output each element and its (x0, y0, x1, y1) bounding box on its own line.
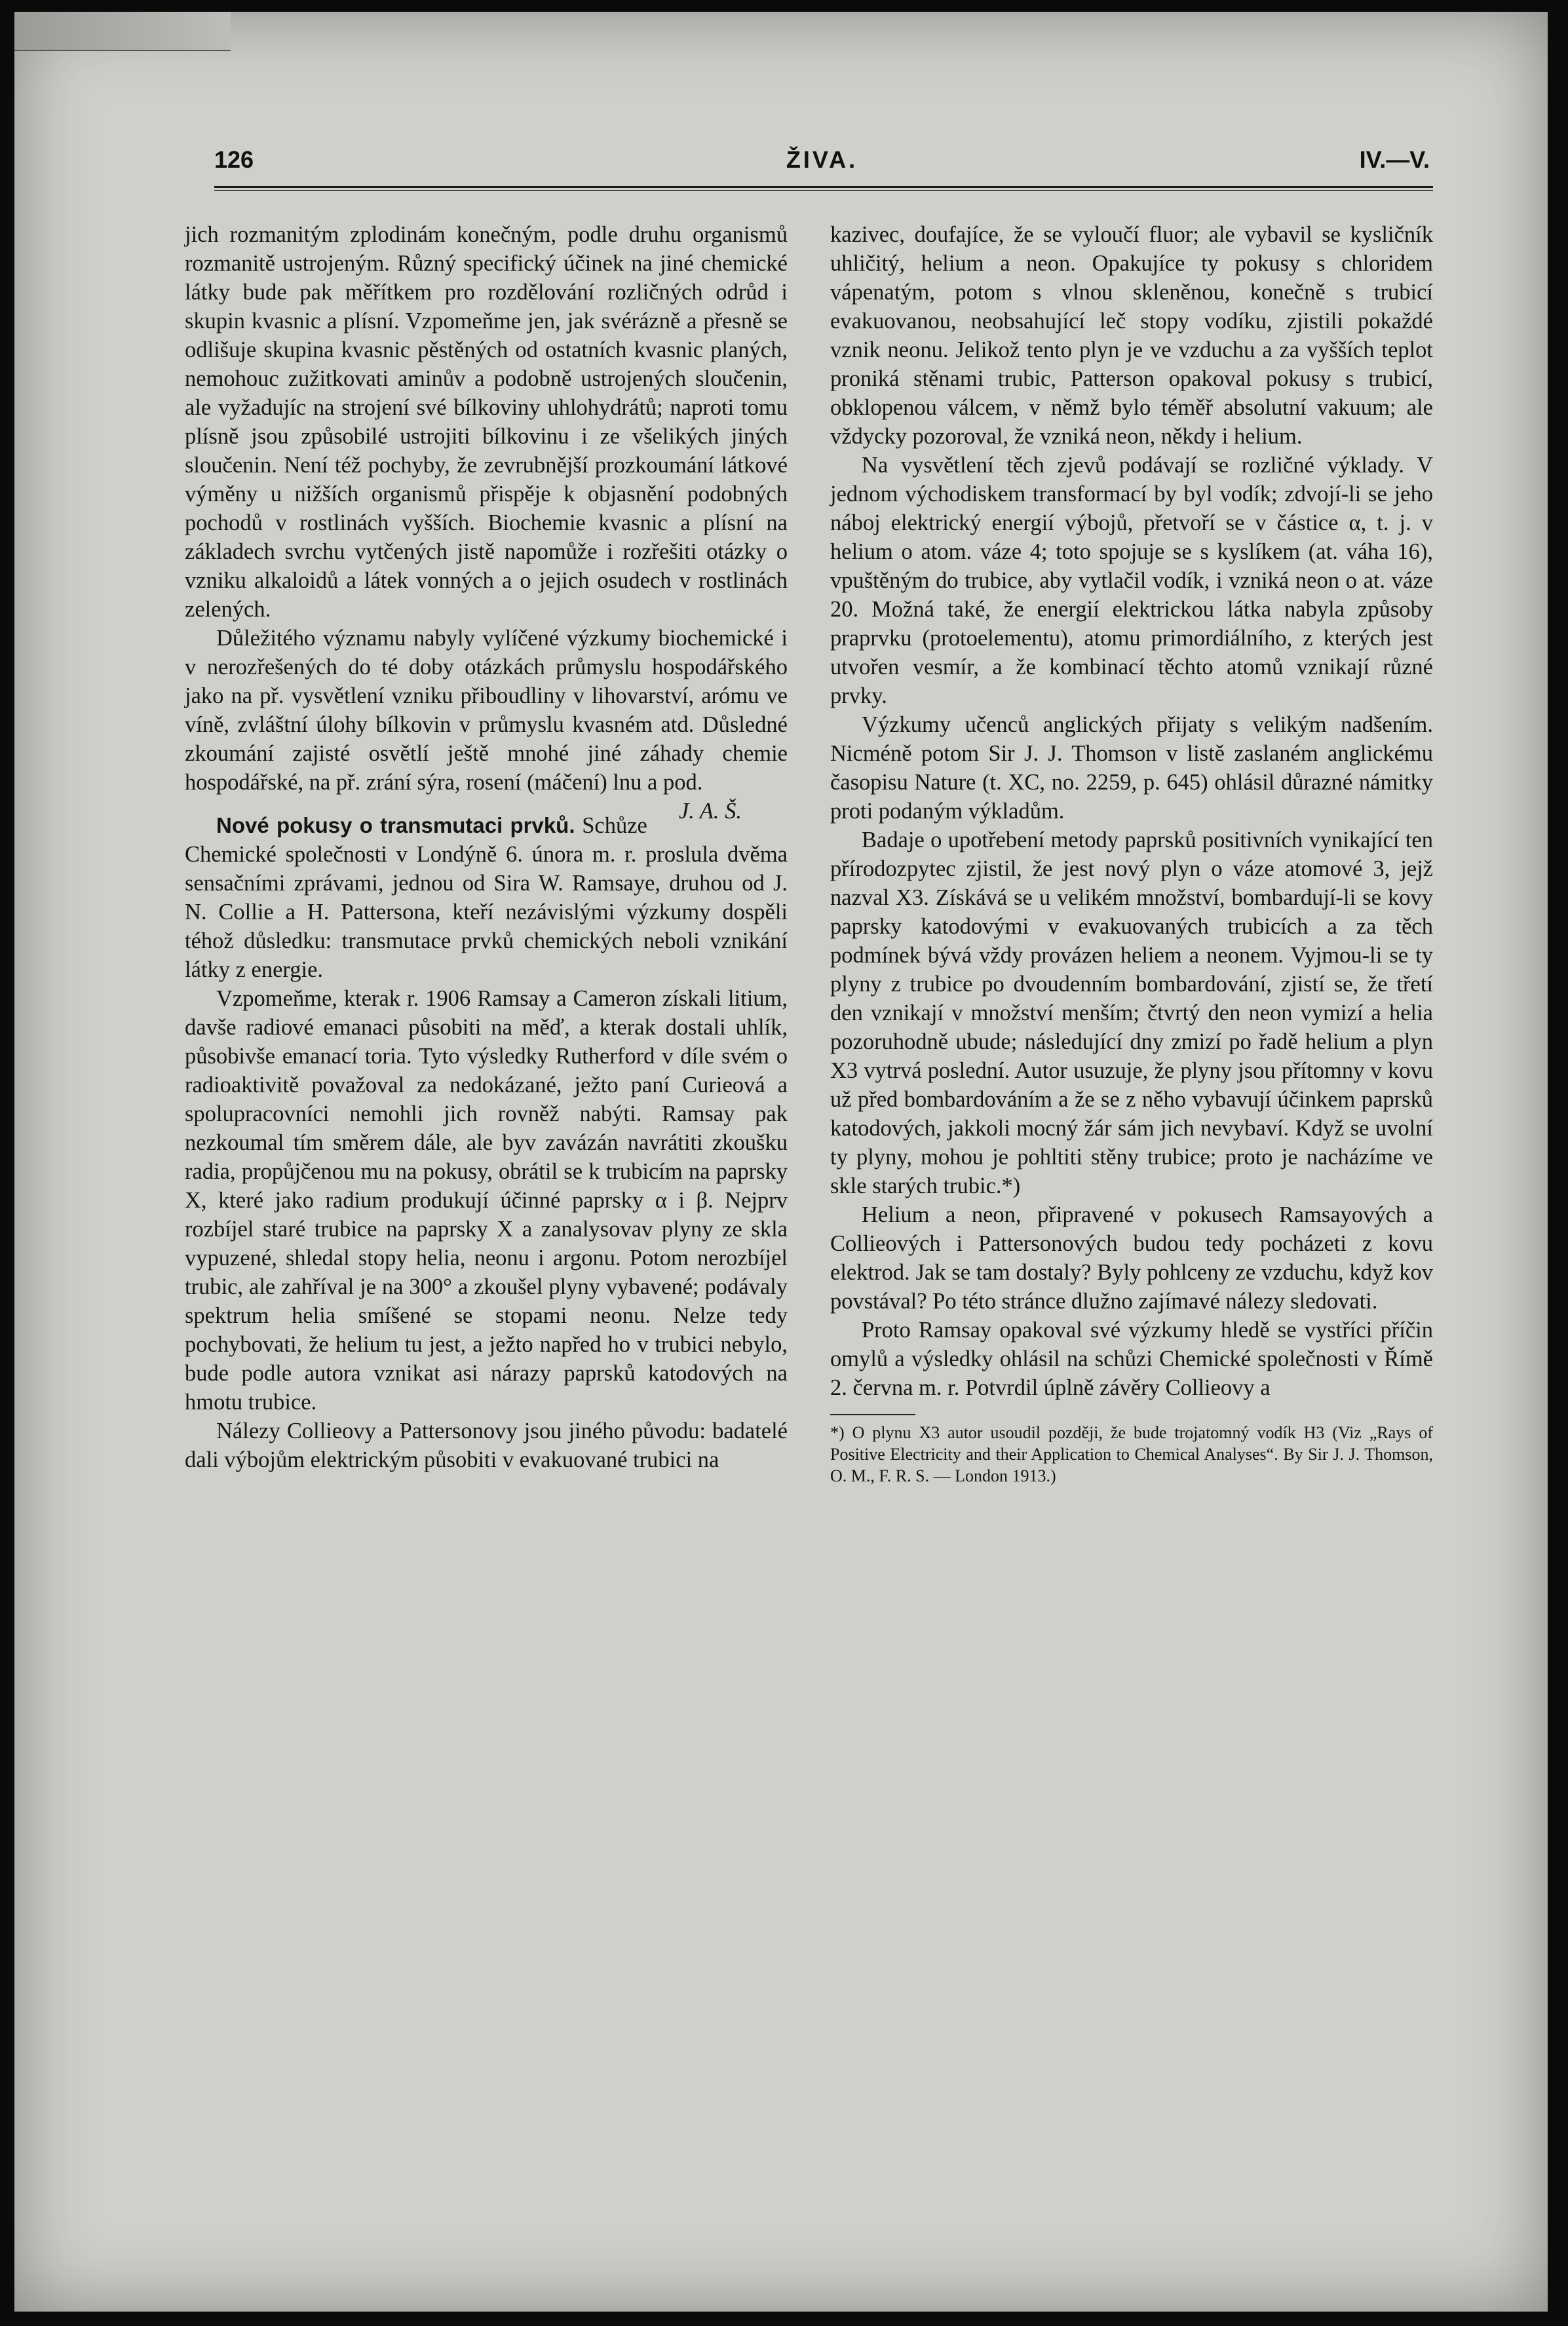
paragraph-text: Schůze Chemické společnosti v Londýně 6. února m. r. proslula dvěma sensačními zprávami, jednou od Sira W. Ramsaye, druhou od J. N. Collie a H. Pattersona, kteří nezávislými výzkumy dospěli téhož důsledku: transmutace prvků chemických neboli vznikání látky z energie. (185, 813, 788, 982)
paragraph: Vzpomeňme, kterak r. 1906 Ramsay a Cameron získali litium, davše radiové emanaci působiti na měď, a kterak dostali uhlík, působivše emanací toria. Tyto výsledky Rutherford v díle svém o radioaktivitě považoval za nedokázané, ježto paní Curieová a spolupracovníci nemohli jich rovněž nabýti. Ramsay pak nezkoumal tím směrem dále, ale byv zavázán navrátiti zkoušku radia, propůjčenou mu na pokusy, obrátil se k trubicím na paprsky X, které jako radium produkují účinné paprsky α i β. Nejprv rozbíjel staré trubice na paprsky X a zanalysovav plyny ze skla vypuzené, shledal stopy helia, neonu i argonu. Potom nerozbíjel trubic, ale zahříval je na 300° a zkoušel plyny vybavené; podávaly spektrum helia smíšené se stopami neonu. Nelze tedy pochybovati, že helium tu jest, a ježto napřed ho v trubici nebylo, bude podle autora vznikat asi nárazy paprsků katodových na hmotu trubice. (185, 986, 788, 1415)
paragraph (185, 624, 788, 824)
running-header (214, 146, 1430, 185)
paragraph: Badaje o upotřebení metody paprsků positivních vynikající ten přírodozpytec zjistil, že jest nový plyn o váze atomové 3, jejž nazval X3. Získává se u velikém množství, bombardují-li se kovy paprsky katodovými v evakuovaných trubicích a za těch podmínek bývá vždy provázen heliem a neonem. Vyjmou-li se ty plyny z trubice po dvoudenním bombardování, zjistí se, že třetí den vznikají v množství menším; čtvrtý den neon vymizí a helia pozoruhodně ubude; následující dny zmizí po řadě helium a plyn X3 vytrvá poslední. Autor usuzuje, že plyny jsou přítomny v kovu už před bombardováním a že se z něho vybavují účinkem paprsků katodových, jakkoli mocný žár sám jich nevybaví. Když se uvolní ty plyny, mohou je pohltiti stěny trubice; proto je nacházíme ve skle starých trubic.*) (830, 828, 1433, 1198)
author-signature: J. A. Š. (678, 799, 742, 824)
issue-number: IV.—V. (1359, 146, 1430, 173)
paragraph: Helium a neon, připravené v pokusech Ramsayových a Collieových i Pattersonových budou tedy pocházeti z kovu elektrod. Jak se tam dostaly? Byly pohlceny ze vzduchu, když kov povstával? Po této stránce dlužno zajímavé nálezy sledovati. (830, 1202, 1433, 1314)
footnote-divider (830, 1414, 915, 1415)
paragraph: kazivec, doufajíce, že se vyloučí fluor; ale vybavil se kysličník uhličitý, helium a neon. Opakujíce ty pokusy s chloridem vápenatým, potom s vlnou skleněnou, konečně s trubicí evakuovanou, neobsahující leč stopy vodíku, zjistili pokaždé vznik neonu. Jelikož tento plyn je ve vzduchu a za vyšších teplot proniká stěnami trubic, Patterson opakoval pokusy s trubicí, obklopenou válcem, v němž bylo téměř absolutní vakuum; ale vždycky pozoroval, že vzniká neon, někdy i helium. (830, 222, 1433, 449)
paragraph: Proto Ramsay opakoval své výzkumy hledě se vystříci příčin omylů a výsledky ohlásil na schůzi Chemické společnosti v Římě 2. června m. r. Potvrdil úplně závěry Collieovy a (830, 1318, 1433, 1400)
scanned-page (14, 12, 1548, 2312)
journal-title: ŽIVA. (786, 146, 858, 173)
paragraph (185, 811, 788, 984)
left-column (185, 220, 788, 1474)
scan-corner-mark (14, 12, 231, 51)
paragraph: Nálezy Collieovy a Pattersonovy jsou jiného původu: badatelé dali výbojům elektrickým působiti v evakuované trubici na (185, 1419, 788, 1472)
article-heading: Nové pokusy o transmutaci prvků. (216, 813, 575, 837)
paragraph: Na vysvětlení těch zjevů podávají se rozličné výklady. V jednom východiskem transformací by byl vodík; zdvojí-li se jeho náboj elektrický energií výbojů, přetvoří se v částice α, t. j. v helium o atom. váze 4; toto spojuje se s kyslíkem (at. váha 16), vpuštěným do trubice, aby vytlačil vodík, i vzniká neon o at. váze 20. Možná také, že energií elektrickou látka nabyla způsoby praprvku (protoelementu), atomu primordiálního, z kterých jest utvořen vesmír, a že kombinací těchto atomů vznikají různé prvky. (830, 453, 1433, 708)
footnote: *) O plynu X3 autor usoudil později, že bude trojatomný vodík H3 (Viz „Rays of Positive Electricity and their Application to Chemical Analyses“. By Sir J. J. Thomson, O. M., F. R. S. — London 1913.) (830, 1423, 1433, 1485)
right-column (830, 220, 1433, 1487)
paragraph-text: Důležitého významu nabyly vylíčené výzkumy biochemické i v nerozřešených do té doby otázkách průmyslu hospodářského jako na př. vysvětlení vzniku přiboudliny v lihovarství, arómu ve víně, zvláštní úlohy bílkovin v průmyslu kvasném atd. Důsledné zkoumání zajisté osvětlí ještě mnohé jiné záhady chemie hospodářské, na př. zrání sýra, rosení (máčení) lnu a pod. (185, 626, 788, 795)
header-rule (214, 186, 1433, 191)
page-number: 126 (214, 146, 254, 173)
paragraph: jich rozmanitým zplodinám konečným, podle druhu organismů rozmanitě ustrojeným. Různý specifický účinek na jiné chemické látky bude pak měřítkem pro rozdělování rozličných odrůd i skupin kvasnic a plísní. Vzpomeňme jen, jak svérázně a přesně se odlišuje skupina kvasnic pěstěných od ostatních kvasnic planých, nemohouc zužitkovati aminův a podobně ustrojených sloučenin, ale vyžadujíc na strojení své bílkoviny uhlohydrátů; naproti tomu plísně jsou způsobilé ustrojiti bílkovinu i ze všelikých jiných sloučenin. Není též pochyby, že zevrubnější prozkoumání látkové výměny u nižších organismů přispěje k objasnění podobných pochodů v rostlinách vyšších. Biochemie kvasnic a plísní na základech svrchu vytčených jistě napomůže i rozřešiti otázky o vzniku alkaloidů a látek vonných a o jejich osudech v rostlinách zelených. (185, 222, 788, 622)
paragraph: Výzkumy učenců anglických přijaty s velikým nadšením. Nicméně potom Sir J. J. Thomson v listě zaslaném anglickému časopisu Nature (t. XC, no. 2259, p. 645) ohlásil důrazné námitky proti podaným výkladům. (830, 712, 1433, 824)
